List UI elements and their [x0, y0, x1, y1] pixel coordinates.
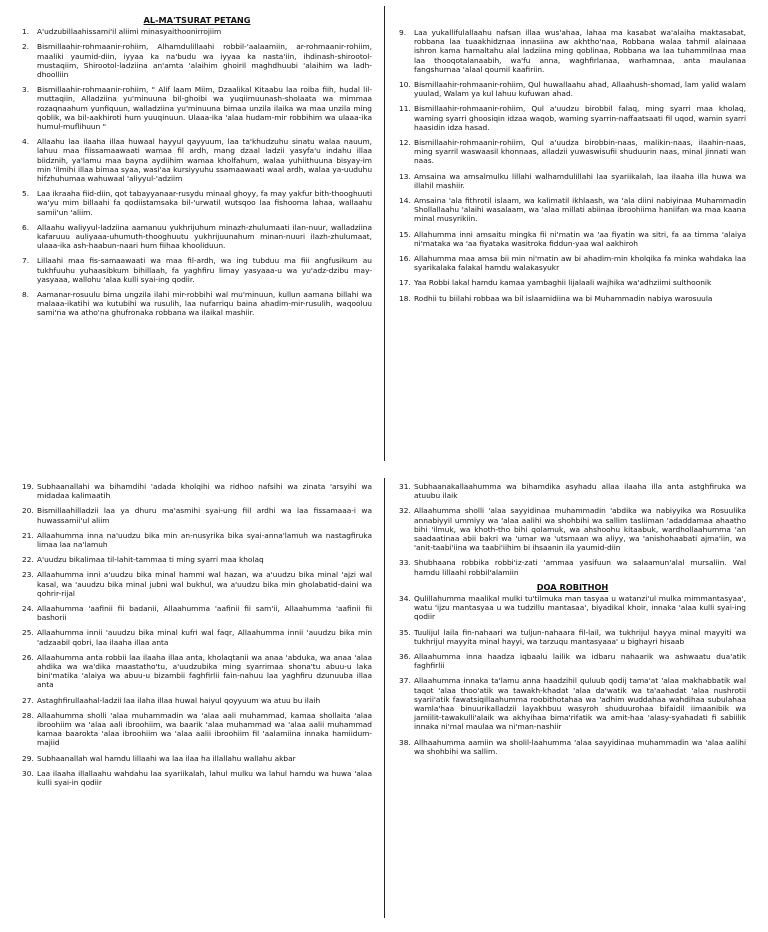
page-block-top: [14, 6, 754, 461]
dua-text: Subhaanallah wal hamdu lillaahi wa laa ilaa ha illallahu wallahu akbar: [37, 753, 296, 763]
dua-item: [22, 27, 372, 36]
dua-text: Aamanar-rosuulu bima ungzila ilahi mir-robbihi wal mu'minuun, kullun aamana billahi wa malaaa-ikatihi wa kutubihi wa rusulih, laa nufarriqu baina ahadim-mir-rusulih, waqooluu sami'na wa atho'na ghufronaka robbana wa ilaikal mashiir.: [37, 290, 372, 318]
dua-item: [399, 652, 746, 670]
dua-number: 36.: [399, 652, 411, 662]
dua-item: [22, 223, 372, 251]
section-title-robithoh: DOA ROBITHOH: [536, 581, 609, 592]
dua-item: [22, 754, 372, 763]
dua-list: [399, 482, 746, 577]
dua-list: [22, 27, 372, 317]
dua-number: 20.: [22, 506, 34, 516]
dua-number: 3.: [22, 85, 30, 95]
dua-text: Bismillaahir-rohmaanir-rohiim, " Alif laam Miim, Dzaalikal Kitaabu laa roiba fiih, hudal lil-muttaqiin, Alladziina yu'minuuna bil-ghoibi wa yuqiimuunash-sholaata wa mimmaa rozaqnaahum yunfiquun, walladziina yu'minuuna bimaa unzila ilaika wa maa unzila ming qoblik, wa bil-aakhiroti hum yuuqinuun. Ulaaa-ika 'alaa hudam-mir robbihim wa ulaaa-ika humul-muflihuun ": [37, 85, 372, 132]
dua-text: Lillaahi maa fis-samaawaati wa maa fil-ardh, wa ing tubduu ma fiii angfusikum au tukhfuuhu yuhaasibkum bihillaah, fa yaghfiru limay yasyaaa-u wa yu'adz-dzibu may-yasyaaa, wallohu 'alaa kulli syai-ing qodiir.: [37, 256, 372, 284]
dua-item: [399, 482, 746, 500]
dua-list: [22, 482, 372, 787]
dua-item: [22, 711, 372, 748]
dua-text: Allaahumma innii 'auudzu bika minal kufri wal faqr, Allaahumma innii 'auudzu bika min 'adzaabil qobri, laa ilaaha illaa anta: [37, 628, 372, 647]
dua-text: Subhaanallahi wa bihamdihi 'adada kholqihi wa ridhoo nafsihi wa zinata 'arsyihi wa midadaa kalimaatih: [37, 482, 372, 501]
page-block-bottom: [14, 478, 754, 918]
dua-item: [399, 506, 746, 552]
dua-list: [399, 594, 746, 756]
dua-text: A'udzubillaahissami'il aliimi minasyaithoonirrojiim: [37, 27, 222, 37]
dua-number: 13.: [399, 171, 411, 181]
dua-number: 34.: [399, 594, 411, 604]
dua-text: A'uudzu bikalimaa til-lahit-tammaa ti ming syarri maa kholaq: [37, 555, 264, 565]
dua-number: 30.: [22, 768, 34, 778]
dua-text: Allaahumma sholli 'alaa sayyidinaa muhammadin 'abdika wa nabiyyika wa Rosuulika annabiyyil ummiyy wa 'alaa aalihi wa shohbihi wa sallim tasliiman 'adaddamaa ahaatho bihi 'ilmuk, wa khoth-tho bihi qolamuk, wa ahshoohu kitaabuk, wardhollaahumma 'an saadaatinaa abii bakri wa 'umar wa 'utsmaan wa aliyy, wa 'anishohaabati ajma'iin, wa 'anit-taabi'iina wa taabi'iihim bi ihsaanin ila yaumid-diin: [414, 506, 746, 553]
dua-number: 5.: [22, 189, 30, 199]
dua-number: 32.: [399, 506, 411, 516]
dua-item: [399, 594, 746, 622]
dua-item: [399, 28, 746, 74]
dua-item: [22, 570, 372, 598]
dua-text: Allahumma maa amsa bii min ni'matin aw bi ahadim-min kholqika fa minka wahdaka laa syarikalaka falakal hamdu walakasyukr: [414, 254, 746, 273]
dua-text: Bismillaahir-rohmaanir-rohiim, Qul huwallaahu ahad, Allaahush-shomad, lam yalid walam yuulad, Walam ya kul lahuu kufuwan ahad.: [414, 80, 746, 99]
dua-item: [399, 558, 746, 576]
dua-list: [399, 28, 746, 303]
dua-item: [22, 604, 372, 622]
dua-item: [399, 294, 746, 303]
dua-text: Rodhii tu biilahi robbaa wa bil islaamidiina wa bi Muhammadin nabiya warosuula: [414, 293, 713, 303]
dua-text: Allahumma inni amsaitu mingka fii ni'matin wa 'aa fiyatin wa sitri, fa aa timma 'alaiya ni'mataka wa 'aa fiyataka wasitroka fiddun-yaa wal aakhiroh: [414, 229, 746, 248]
column-bottom-right: [384, 478, 754, 918]
dua-item: [22, 769, 372, 787]
dua-item: [22, 290, 372, 318]
dua-number: 22.: [22, 555, 34, 565]
dua-text: Laa ikraaha fiid-diin, qot tabayyanaar-rusydu minaal ghoyy, fa may yakfur bith-thooghuuti wa'yu mim billaahi fa qodiistamsaka bil-'urwatil wutsqoo laa fishooma lahaa, wallaahu samii'un 'aliim.: [37, 189, 372, 217]
dua-number: 37.: [399, 676, 411, 686]
dua-text: Allaahumma innaka ta'lamu anna haadzihil quluub qodij tama'at 'alaa makhabbatik wal taqot 'alaa thoo'atik wa tawakh-khadat 'alaa da'watik wa ta'aahadat 'alaa nushrotii syarii'atik fawatsiqillaahumma roobithotahaa wa 'adhim wuddahaa wahdihaa subulahaa wamla'haa binuurikalladzii layakhbuu wasyroh shuduurohaa bifaidil iimaanibik wa jamiilit-tawakulli'alaik wa akhyihaa bima'rifatik wa amit-haa 'alasy-syahadati fi sabiilik innaka ni'mal maulaa wa ni'man-nashiir: [414, 676, 746, 732]
dua-item: [399, 104, 746, 132]
dua-number: 25.: [22, 628, 34, 638]
dua-item: [399, 230, 746, 248]
dua-text: Bismillaahir-rohmaanir-rohiim, Qul a'uudzu birobbil falaq, ming syarri maa kholaq, waming syarri ghoosiqin idzaa waqob, waming syarrin-naffaatsaati fil uqod, wamin syarri haasidin idza hasad.: [414, 104, 746, 132]
dua-number: 35.: [399, 627, 411, 637]
dua-item: [22, 482, 372, 500]
dua-item: [22, 628, 372, 646]
dua-number: 19.: [22, 482, 34, 491]
column-top-right: [384, 6, 754, 461]
dua-text: Yaa Robbi lakal hamdu kamaa yambaghii lijalaali wajhika wa'adhziimi sulthoonik: [414, 278, 712, 288]
dua-item: [399, 278, 746, 287]
dua-number: 28.: [22, 710, 34, 720]
dua-number: 15.: [399, 229, 411, 239]
dua-text: Qulillahumma maalikal mulki tu'tilmuka man tasyaa u watanzi'ul mulka mimmantasyaa', watu 'ijzu mantasyaa u wa tudzillu mantasaa', biyadikal khoir, innaka 'alaa kulli syai-ing qodiir: [414, 594, 746, 622]
dua-text: Allaahumma anta robbii laa ilaaha illaa anta, kholaqtanii wa anaa 'abduka, wa anaa 'alaa ahdika wa wa'dika maastatho'tu, a'uudzubika ming syarrimaa shona'tu abuu-u laka bini'matika 'alaiya wa abuu-u bizambii faghfirlii fain-nahuu laa yaghfiru dzunuuba illaa anta: [37, 652, 372, 690]
dua-item: [22, 696, 372, 705]
dua-number: 27.: [22, 695, 34, 705]
dua-item: [399, 138, 746, 166]
dua-number: 7.: [22, 256, 30, 266]
dua-number: 4.: [22, 137, 30, 147]
dua-number: 33.: [399, 558, 411, 568]
dua-text: Bismillaahir-rohmaanir-rohiim, Qul a'uudza birobbin-naas, malikin-naas, ilaahin-naas, ming syarril waswaasil khonnaas, alladzii yuwaswisufii shuduurin naas, minal jinnati wan naas.: [414, 138, 746, 166]
dua-item: [22, 85, 372, 131]
dua-number: 8.: [22, 290, 30, 300]
dua-number: 2.: [22, 42, 30, 52]
dua-text: Allaahumma sholli 'alaa muhammadin wa 'alaa aali muhammad, kamaa shollaita 'alaa ibroohiim wa 'alaa aali ibroohiim, wa baarik 'alaa muhammad wa 'alaa aalii muhammad kamaa baarokta 'alaa ibroohiim wa 'alaa aalii ibroohiim fil 'aalamiina innaka hamiidum-majiid: [37, 710, 372, 748]
dua-text: Amsaina wa amsalmulku lillahi walhamdulillahi laa syariikalah, laa ilaaha illa huwa wa illahil mashiir.: [414, 171, 746, 190]
column-top-left: [14, 6, 384, 461]
dua-number: 12.: [399, 138, 411, 148]
dua-number: 18.: [399, 293, 411, 303]
dua-item: [22, 653, 372, 690]
dua-text: Allaahumma inna na'uudzu bika min an-nusyrika bika syai-anna'lamuh wa nastagfiruka limaa laa na'lamuh: [37, 530, 372, 550]
dua-number: 29.: [22, 753, 34, 763]
dua-item: [399, 196, 746, 224]
dua-text: Allaahumma 'aafinii fii badanii, Allaahumma 'aafinii fii sam'ii, Allaahumma 'aafinii fii bashorii: [37, 604, 372, 623]
dua-item: [22, 555, 372, 564]
dua-text: Allaahumma inni a'uudzu bika minal hammi wal hazan, wa a'uudzu bika minal 'ajzi wal kasal, wa 'auudzu bika minal jubni wal bukhul, wa a'uudzu bika min gholabatid-daini wa qohrir-rijal: [37, 570, 372, 598]
dua-text: Astaghfirullaahal-ladzii laa ilaha illaa huwal haiyul qoyyuum wa atuu bu ilaih: [37, 695, 321, 705]
dua-number: 21.: [22, 530, 34, 540]
dua-item: [22, 189, 372, 217]
dua-item: [399, 628, 746, 646]
dua-number: 23.: [22, 570, 34, 580]
dua-number: 14.: [399, 196, 411, 206]
dua-text: Allaahu laa ilaaha illaa huwaal hayyul qayyuum, laa ta'khudzuhu sinatu walaa nauum, lahuu maa fiissamaawaati wamaa fil ardh, mang dzaal ladzii yasyfa'u indahu illaa biidznih, ya'lamu maa bayna aydiihim wamaa kholfahum, walaa yuhiithuuna bisyay-im min 'ilmihi illaa bimaa syaa, wasi'aa kursiyyuhu ssamaawaati waal ardh, walaa ya-uuduhu hifzhuhumaa wahuwaal 'aliyyul-'adziim: [37, 137, 372, 184]
dua-item: [399, 254, 746, 272]
dua-number: 11.: [399, 104, 411, 114]
dua-text: Amsaina 'ala fithrotil islaam, wa kalimatil ikhlaash, wa 'ala diini nabiyinaa Muhammadin Shollallaahu 'alaihi wasalaam, wa 'alaa millati abiinaa ibroohiima haniifan wa maa kaana minal musyrikiin.: [414, 196, 746, 224]
dua-number: 6.: [22, 222, 30, 232]
dua-text: Shubhaana robbika robbi'iz-zati 'ammaa yasifuun wa salaamun'alal mursaliin. Wal hamdu lillaahi robbil'alamiin: [414, 558, 746, 577]
dua-item: [22, 256, 372, 284]
dua-number: 1.: [22, 27, 30, 37]
dua-text: Bismillaahilladzii laa ya dhuru ma'asmihi syai-ung fiil ardhi wa laa fissamaaa-i wa huwassamii'ul aliim: [37, 506, 372, 525]
dua-number: 24.: [22, 604, 34, 614]
dua-item: [22, 137, 372, 183]
dua-number: 31.: [399, 482, 411, 491]
dua-item: [399, 172, 746, 190]
dua-item: [399, 676, 746, 731]
dua-item: [22, 42, 372, 79]
document-title: AL-MA'TSURAT PETANG: [143, 15, 251, 25]
dua-text: Bismillaahir-rohmaanir-rohiim, Alhamdulillaahi robbil-'aalaamiin, ar-rohmaanir-rohiim, maaliki yaumid-diin, iyyaa ka na'budu wa iyyaa ka nasta'iin, ihdinash-shirootol-mustaqiim, Shirootol-ladziina an'amta 'alaihim ghoiril maghdhuubi 'alaihim wa ladh-dhoolliin: [37, 42, 372, 80]
dua-item: [22, 531, 372, 549]
dua-item: [22, 506, 372, 524]
dua-text: Allaahu waliyyul-ladziina aamanuu yukhrijuhum minazh-zhulumaati ilan-nuur, walladziina kafaruuu auliyaaa-uhumuth-thooghuutu yukhrijuunahum minan-nuuri ilazh-zhulumaat, ulaaa-ika ash-haabun-naari hum fiihaa khooliduun.: [37, 222, 372, 251]
dua-number: 26.: [22, 652, 34, 662]
dua-item: [399, 738, 746, 756]
dua-text: Laa yukallifulallaahu nafsan illaa wus'ahaa, lahaa ma kasabat wa'alaiha maktasabat, robbana laa tuaakhidznaa innasiina aw akhtho'naa, Robbana walaa tahmil alainaaa ishron kama hamaltahu alal ladziina ming qoblinaa, Robbana wa laa tuhammilnaa maa laa thooqotalanaabih, wa'fu anna, waghfirlanaa, warhamnaa, anta maulanaa fangshurnaa 'alaal qoumil kaafiriin.: [414, 28, 746, 74]
dua-item: [399, 80, 746, 98]
column-bottom-left: [14, 478, 384, 918]
dua-text: Allhaahumma aamiin wa sholil-laahumma 'alaa sayyidinaa muhammadin wa 'alaa aalihi wa shohbihi wa sallim.: [414, 737, 746, 756]
dua-text: Allaahumma inna haadza iqbaalu lailik wa idbaru nahaarik wa ashwaatu dua'atik faghfirlii: [414, 652, 746, 671]
dua-number: 38.: [399, 737, 411, 747]
dua-number: 16.: [399, 254, 411, 264]
dua-number: 17.: [399, 278, 411, 288]
dua-text: Subhaanakallaahumma wa bihamdika asyhadu allaa ilaaha illa anta astghfiruka wa atuubu ilaik: [414, 482, 746, 501]
dua-text: Tuulijul laila fin-nahaari wa tuljun-nahaara fil-lail, wa tukhrijul hayya minal mayyiti wa tukhrijul mayyita minal hayyi, wa tarzuqu mantasyaaa' u bighayri hisaab: [414, 627, 746, 646]
dua-number: 9.: [399, 28, 407, 37]
dua-number: 10.: [399, 80, 411, 90]
dua-text: Laa ilaaha illallaahu wahdahu laa syariikalah, lahul mulku wa lahul hamdu wa huwa 'alaa kulli syai-in qodiir: [37, 768, 372, 788]
